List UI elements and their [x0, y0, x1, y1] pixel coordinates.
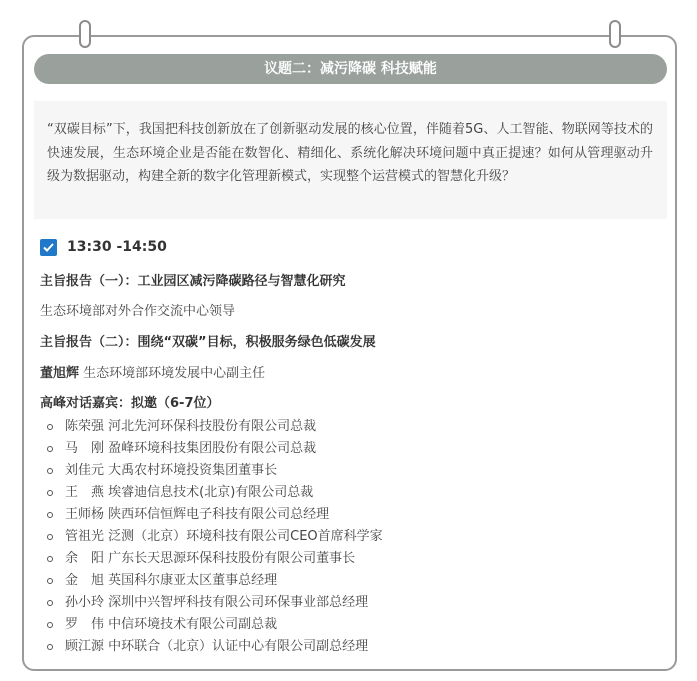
bullet-icon: [47, 600, 53, 606]
bullet-icon: [47, 490, 53, 496]
guest-text: 王 燕 埃睿迪信息技术(北京)有限公司总裁: [65, 485, 314, 500]
bullet-icon: [47, 556, 53, 562]
guest-item: [40, 614, 383, 636]
guest-text: 金 旭 英国科尔康亚太区董事总经理: [65, 573, 278, 588]
guest-item: [40, 592, 383, 614]
report-2-title: 主旨报告（二）：围绕“双碳”目标，积极服务绿色低碳发展: [40, 335, 376, 350]
guest-text: 刘佳元 大禹农村环境投资集团董事长: [65, 463, 278, 478]
report-2-speaker-name: 董旭辉: [40, 366, 80, 381]
binder-ring-left: [79, 20, 91, 48]
session-time: 13:30 -14:50: [67, 239, 167, 255]
binder-ring-right: [609, 20, 621, 48]
dialogue-title: 高峰对话嘉宾：拟邀（6-7位）: [40, 396, 220, 411]
session-time-row: [40, 237, 167, 257]
bullet-icon: [47, 578, 53, 584]
bullet-icon: [47, 446, 53, 452]
report-1-speaker: 生态环境部对外合作交流中心领导: [40, 304, 236, 319]
guest-item: [40, 482, 383, 504]
guest-item: [40, 548, 383, 570]
report-1-title: 主旨报告（一）：工业园区减污降碳路径与智慧化研究: [40, 274, 346, 289]
guest-item: [40, 526, 383, 548]
report-2-speaker-title: 生态环境部环境发展中心副主任: [83, 366, 266, 381]
bullet-icon: [47, 468, 53, 474]
guest-text: 王师杨 陕西环信恒辉电子科技有限公司总经理: [65, 507, 330, 522]
bullet-icon: [47, 424, 53, 430]
guest-text: 马 刚 盈峰环境科技集团股份有限公司总裁: [65, 441, 317, 456]
guest-item: [40, 636, 383, 658]
guest-item: [40, 438, 383, 460]
guest-text: 余 阳 广东长天思源环保科技股份有限公司董事长: [65, 551, 356, 566]
bullet-icon: [47, 622, 53, 628]
bullet-icon: [47, 512, 53, 518]
bullet-icon: [47, 534, 53, 540]
guest-item: [40, 416, 383, 438]
guest-text: 罗 伟 中信环境技术有限公司副总裁: [65, 617, 278, 632]
report-2-speaker: [40, 362, 265, 381]
guest-item: [40, 460, 383, 482]
guest-text: 顾江源 中环联合（北京）认证中心有限公司副总经理: [65, 639, 369, 654]
topic-intro: “双碳目标”下，我国把科技创新放在了创新驱动发展的核心位置，伴随着5G、人工智能、物联网等技术的快速发展，生态环境企业是否能在数智化、精细化、系统化解决环境问题中真正提速？如何从管理驱动升级为数据驱动，构建全新的数字化管理新模式，实现整个运营模式的智慧化升级？: [34, 101, 667, 219]
guest-list: [40, 416, 383, 658]
topic-header: 议题二：减污降碳 科技赋能: [34, 54, 667, 84]
guest-item: [40, 570, 383, 592]
guest-text: 孙小玲 深圳中兴智坪科技有限公司环保事业部总经理: [65, 595, 369, 610]
guest-text: 管祖光 泛测（北京）环境科技有限公司CEO首席科学家: [65, 529, 383, 544]
checkbox-icon: [40, 239, 57, 256]
guest-item: [40, 504, 383, 526]
bullet-icon: [47, 644, 53, 650]
guest-text: 陈荣强 河北先河环保科技股份有限公司总裁: [65, 419, 317, 434]
